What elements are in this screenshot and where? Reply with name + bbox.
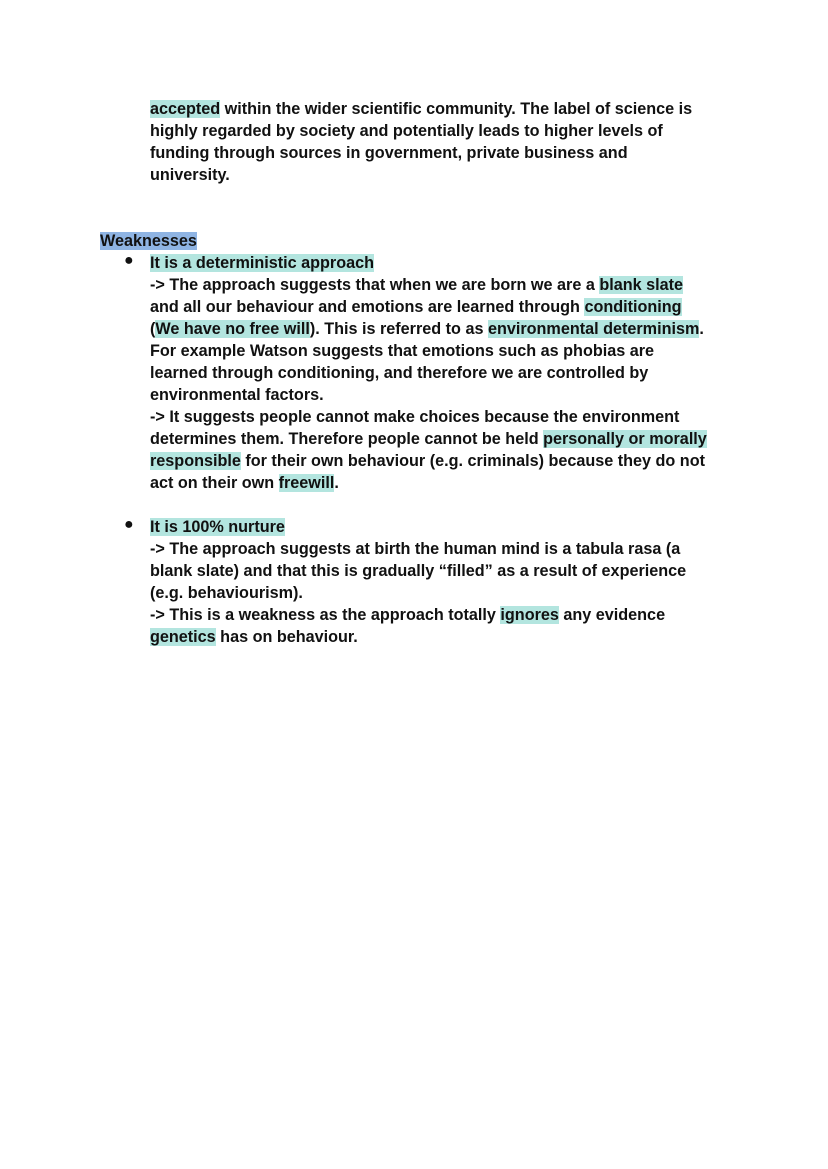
text-run: and all our behaviour and emotions are learned through [150,298,585,316]
text-run: -> The approach suggests that when we are born we are a [150,276,600,294]
bullet-icon: ● [124,516,134,533]
item-title-text: It is 100% nurture [150,518,285,536]
text-line [150,274,707,296]
text-run: learned through conditioning, and therefore we are controlled by [150,364,649,382]
text-line [150,560,686,582]
highlighted-text: We have no free will [155,320,310,338]
text-run: has on behaviour. [215,628,358,646]
highlighted-text: environmental determinism [487,320,700,338]
item-title [150,516,285,538]
text-run: funding through sources in government, private business and [150,144,628,162]
item-title-text: It is a deterministic approach [150,254,374,272]
text-run: -> It suggests people cannot make choices because the environment [150,408,680,426]
highlighted-text: responsible [150,452,241,470]
item-body [150,538,686,648]
text-line [150,626,686,648]
text-run: . [699,320,704,338]
text-run: any evidence [558,606,666,624]
text-run: blank slate) and that this is gradually “filled” as a result of experience [150,562,687,580]
item-title [150,252,374,274]
text-line [150,164,692,186]
text-line [150,340,707,362]
intro-paragraph [150,98,692,186]
item-body [150,274,707,494]
text-line [150,450,707,472]
text-line [150,362,707,384]
text-line [150,120,692,142]
text-run: -> The approach suggests at birth the human mind is a tabula rasa (a [150,540,681,558]
text-run: act on their own [150,474,279,492]
text-line [150,428,707,450]
text-run: within the wider scientific community. The label of science is [220,100,693,118]
text-run: For example Watson suggests that emotions such as phobias are [150,342,655,360]
text-run: -> This is a weakness as the approach totally [150,606,501,624]
text-line [150,142,692,164]
text-run: environmental factors. [150,386,324,404]
text-run: . [334,474,339,492]
highlighted-text: blank slate [599,276,684,294]
text-line [150,318,707,340]
bullet-icon: ● [124,252,134,269]
weaknesses-heading [100,230,197,252]
text-line [150,296,707,318]
text-line [150,604,686,626]
text-run: highly regarded by society and potentially leads to higher levels of [150,122,663,140]
highlighted-text: ignores [500,606,559,624]
text-line [150,384,707,406]
highlighted-text: conditioning [584,298,682,316]
heading-text: Weaknesses [100,232,197,250]
text-run: determines them. Therefore people cannot be held [150,430,544,448]
text-run: for their own behaviour (e.g. criminals) because they do not [240,452,705,470]
text-line [150,406,707,428]
text-line [150,582,686,604]
highlighted-text: accepted [150,100,221,118]
text-run: university. [150,166,230,184]
text-line [150,472,707,494]
text-run: (e.g. behaviourism). [150,584,303,602]
text-line [150,98,692,120]
highlighted-text: freewill [278,474,335,492]
highlighted-text: personally or morally [543,430,707,448]
text-run: ( [150,320,156,338]
text-run: ). This is referred to as [309,320,488,338]
text-line [150,538,686,560]
highlighted-text: genetics [150,628,216,646]
